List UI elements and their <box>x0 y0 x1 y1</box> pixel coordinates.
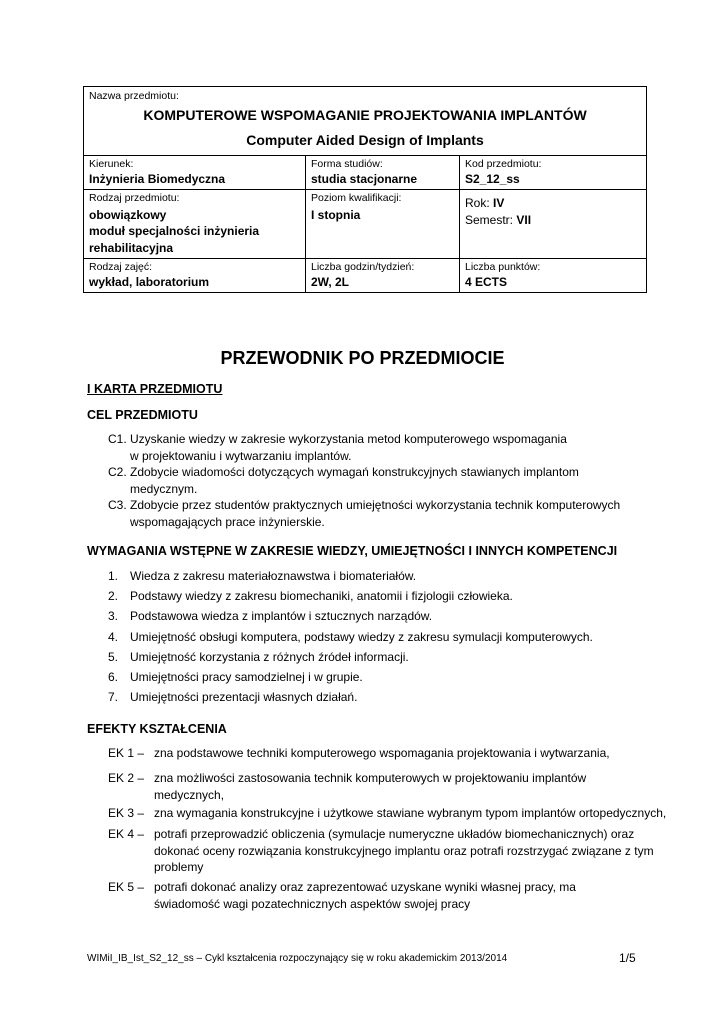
effect-item <box>108 745 688 762</box>
effect-item <box>108 770 688 803</box>
effect-item <box>108 805 688 822</box>
list-item-number: 5. <box>108 649 119 664</box>
goal-line2: wspomagających prace inżynierskie. <box>130 514 325 529</box>
page-number: 1/5 <box>619 951 636 965</box>
effect-text <box>154 805 688 822</box>
zajec-value: wykład, laboratorium <box>89 275 210 289</box>
goal-line2: medycznym. <box>130 481 198 496</box>
list-item-text: Wiedza z zakresu materiałoznawstwa i biomateriałów. <box>130 569 417 583</box>
goal-line1: C3. Zdobycie przez studentów praktycznych umiejętności wykorzystania technik komputerowych <box>108 498 621 512</box>
kod-value: S2_12_ss <box>465 172 520 186</box>
effect-line1: zna podstawowe techniki komputerowego wspomagania projektowania i wytwarzania, <box>154 746 610 760</box>
effect-line2: świadomość wagi pozatechnicznych aspektów swojej pracy <box>154 896 471 911</box>
effect-item <box>108 826 688 876</box>
list-item-number: 7. <box>108 690 119 705</box>
kierunek-value: Inżynieria Biomedyczna <box>89 172 226 186</box>
effect-line1: zna możliwości zastosowania technik komputerowych w projektowaniu implantów <box>154 771 587 785</box>
footer-text: WIMiI_IB_Ist_S2_12_ss – Cykl kształcenia rozpoczynający się w roku akademickim 2013/2014 <box>87 953 508 964</box>
forma-label: Forma studiów: <box>311 158 383 170</box>
effect-item <box>108 879 688 912</box>
list-item-text: Podstawowa wiedza z implantów i sztucznych narządów. <box>130 609 433 624</box>
effect-text <box>154 745 688 762</box>
semestr-value: VII <box>516 213 532 227</box>
list-item-text: Podstawy wiedzy z zakresu biomechaniki, anatomii i fizjologii człowieka. <box>130 589 513 604</box>
effect-code: EK 2 – <box>108 771 145 785</box>
list-item <box>108 649 593 669</box>
list-item <box>108 669 593 689</box>
effect-line2: medycznych, <box>154 787 225 802</box>
godzin-label: Liczba godzin/tydzień: <box>311 261 415 273</box>
poziom-cell <box>306 190 460 259</box>
list-item-number: 1. <box>108 569 119 583</box>
rodzaj-przedmiotu-value2: moduł specjalności inżynieria rehabilitacyjna <box>89 224 260 255</box>
effect-code: EK 4 – <box>108 827 145 841</box>
effect-text <box>154 826 688 876</box>
list-item-number: 4. <box>108 629 119 644</box>
list-item <box>108 608 593 628</box>
list-item-text: Umiejętność korzystania z różnych źródeł informacji. <box>130 649 409 664</box>
kod-label: Kod przedmiotu: <box>465 158 542 170</box>
godzin-value: 2W, 2L <box>311 275 350 289</box>
rok-value: IV <box>493 196 505 210</box>
goal-item <box>108 497 668 530</box>
goal-line1: C2. Zdobycie wiadomości dotyczących wymagań konstrukcyjnych stawianych implantom <box>108 465 579 479</box>
list-item-text: Umiejętności pracy samodzielnej i w grupie. <box>130 669 363 684</box>
punktow-label: Liczba punktów: <box>465 261 541 273</box>
punktow-cell <box>460 259 647 293</box>
zajec-label: Rodzaj zajęć: <box>89 261 153 273</box>
semestr-line <box>465 212 641 229</box>
requirements-list <box>108 568 593 709</box>
list-item-number: 3. <box>108 609 119 624</box>
list-item-number: 2. <box>108 589 119 604</box>
forma-cell <box>306 156 460 190</box>
effect-code: EK 1 – <box>108 746 145 760</box>
subject-title-en: Computer Aided Design of Implants <box>246 132 484 148</box>
effects-heading: EFEKTY KSZTAŁCENIA <box>87 722 227 736</box>
punktow-value: 4 ECTS <box>465 275 508 289</box>
effect-line1: potrafi przeprowadzić obliczenia (symulacje numeryczne układów biomechanicznych) oraz <box>154 827 635 841</box>
requirements-heading: WYMAGANIA WSTĘPNE W ZAKRESIE WIEDZY, UMIEJĘTNOŚCI I INNYCH KOMPETENCJI <box>87 544 618 558</box>
kierunek-label: Kierunek: <box>89 158 134 170</box>
list-item-text: Umiejętności prezentacji własnych działań. <box>130 690 358 705</box>
list-item <box>108 588 593 608</box>
subject-title-pl: KOMPUTEROWE WSPOMAGANIE PROJEKTOWANIA IMPLANTÓW <box>143 107 587 123</box>
kierunek-cell <box>84 156 306 190</box>
goal-item <box>108 464 668 497</box>
rodzaj-przedmiotu-cell <box>84 190 306 259</box>
effect-line1: potrafi dokonać analizy oraz zaprezentować uzyskane wyniki własnej pracy, ma <box>154 880 576 894</box>
rodzaj-przedmiotu-label: Rodzaj przedmiotu: <box>89 192 180 204</box>
cel-heading: CEL PRZEDMIOTU <box>87 408 198 422</box>
rodzaj-przedmiotu-value1: obowiązkowy <box>89 208 167 222</box>
course-info-table <box>83 86 647 293</box>
effect-line1: zna wymagania konstrukcyjne i użytkowe stawiane wybranym typom implantów ortopedycznych, <box>154 806 667 820</box>
section-karta-heading: I KARTA PRZEDMIOTU <box>87 382 223 396</box>
list-item-number: 6. <box>108 669 119 684</box>
subject-name-cell <box>84 87 647 156</box>
rok-label: Rok: <box>465 196 490 210</box>
kod-cell <box>460 156 647 190</box>
semestr-label: Semestr: <box>465 213 514 227</box>
list-item-text: Umiejętność obsługi komputera, podstawy wiedzy z zakresu symulacji komputerowych. <box>130 629 593 644</box>
rok-line <box>465 195 641 212</box>
list-item <box>108 689 593 709</box>
goal-item <box>108 431 668 464</box>
forma-value: studia stacjonarne <box>311 172 418 186</box>
effect-code: EK 5 – <box>108 880 145 894</box>
zajec-cell <box>84 259 306 293</box>
effect-line2: dokonać oceny rozwiązania konstrukcyjnego implantu oraz potrafi rozstrzygać związane z tym <box>154 843 654 858</box>
effect-code: EK 3 – <box>108 806 145 820</box>
subject-label: Nazwa przedmiotu: <box>89 90 179 102</box>
effect-text <box>154 770 688 803</box>
godzin-cell <box>306 259 460 293</box>
effect-line3: problemy <box>154 860 204 874</box>
list-item <box>108 568 593 588</box>
goal-line1: C1. Uzyskanie wiedzy w zakresie wykorzystania metod komputerowego wspomagania <box>108 432 567 446</box>
rok-semestr-cell <box>460 190 647 259</box>
page-title: PRZEWODNIK PO PRZEDMIOCIE <box>220 348 505 368</box>
poziom-value: I stopnia <box>311 208 361 222</box>
list-item <box>108 629 593 649</box>
poziom-label: Poziom kwalifikacji: <box>311 192 402 204</box>
effect-text <box>154 879 688 912</box>
goal-line2: w projektowaniu i wytwarzaniu implantów. <box>130 448 352 463</box>
